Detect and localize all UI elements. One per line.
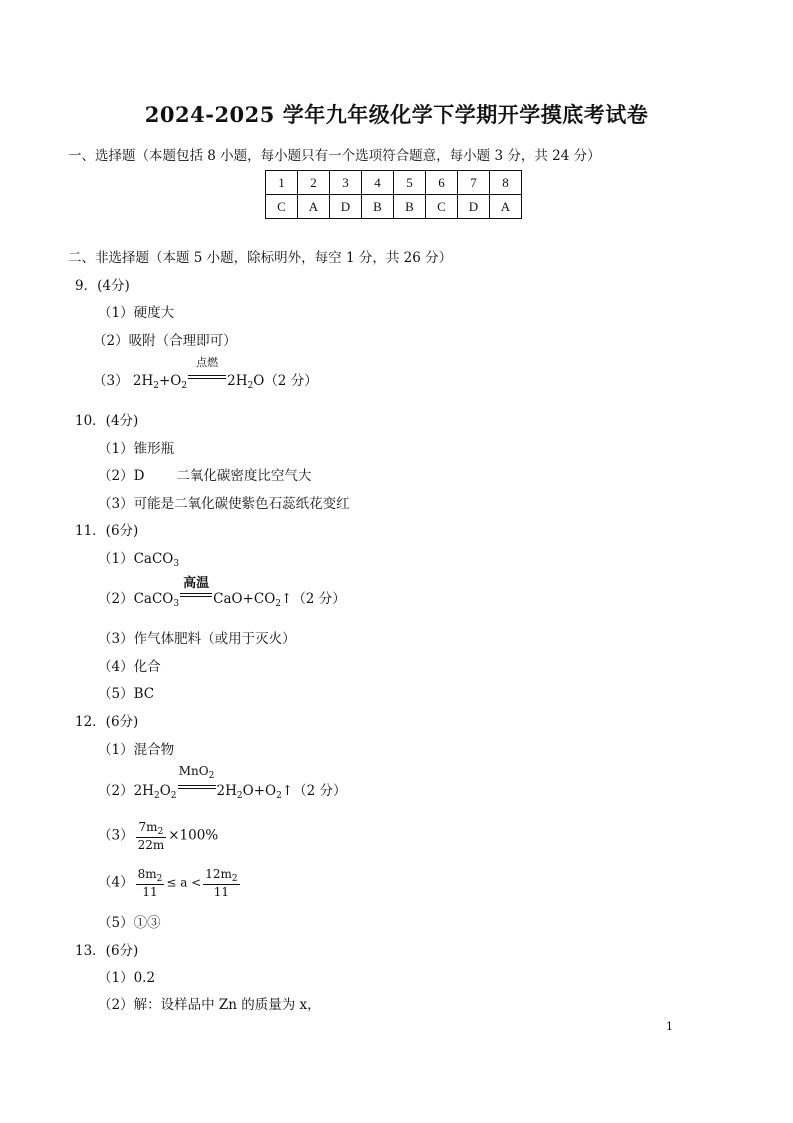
denominator: 11 [142, 885, 158, 899]
q12-part3-label: （3） [98, 827, 134, 844]
score-note: （2 分） [292, 591, 346, 607]
q11-part3: （3）作气体肥料（或用于灭火） [98, 631, 296, 647]
question-number-cell: 4 [362, 171, 394, 195]
equals-sign [180, 593, 212, 597]
condition-label: 高温 [183, 576, 210, 591]
question-number-cell: 2 [298, 171, 330, 195]
subscript: 2 [170, 791, 177, 801]
q13-heading: 13．(6分) [75, 943, 139, 959]
answer-cell: B [362, 195, 394, 219]
q13-part1: （1）0.2 [98, 970, 156, 986]
numerator [136, 867, 165, 885]
question-number-cell: 6 [426, 171, 458, 195]
q12-part1: （1）混合物 [98, 742, 175, 758]
score-note: （2 分） [264, 373, 318, 389]
q12-part4-label: （4） [98, 874, 134, 891]
answer-table [265, 170, 522, 219]
q9-part2: （2）吸附（合理即可） [93, 333, 237, 349]
subscript: 2 [157, 827, 164, 837]
q10-part2-answer: （2）D [98, 468, 145, 484]
equation-term: 2H [227, 373, 248, 389]
subscript: 3 [173, 559, 180, 569]
page-title: 2024-2025 学年九年级化学下学期开学摸底考试卷 [144, 102, 649, 127]
gas-arrow: ↑ [281, 591, 293, 607]
equation-term: O [253, 373, 265, 389]
section1-heading: 一、选择题（本题包括 8 小题，每小题只有一个选项符合题意，每小题 3 分，共 24 分） [68, 148, 601, 164]
question-number-cell: 1 [266, 171, 298, 195]
q12-part5: （5）①③ [98, 915, 161, 931]
q9-part3 [93, 356, 318, 391]
condition-label: 点燃 [196, 356, 219, 369]
q13-part2: （2）解：设样品中 Zn 的质量为 x， [98, 997, 321, 1013]
equation-term: 2H [133, 783, 154, 799]
answer-table-number-row [266, 171, 522, 195]
fraction [136, 820, 167, 852]
fraction [136, 867, 165, 899]
q11-part4: （4）化合 [98, 659, 161, 675]
subscript: 2 [208, 771, 215, 781]
answer-cell: C [426, 195, 458, 219]
section2-heading: 二、非选择题（本题 5 小题，除标明外，每空 1 分，共 26 分） [68, 250, 453, 266]
q12-part3 [98, 820, 218, 852]
gas-arrow: ↑ [281, 783, 294, 799]
subscript: 2 [276, 791, 282, 801]
q10-part2 [98, 464, 311, 484]
q11-part5: （5）BC [98, 686, 155, 702]
equation-term: O+O [242, 783, 277, 799]
denominator: 22m [137, 838, 165, 852]
q12-part2 [98, 764, 347, 801]
denominator: 11 [213, 885, 230, 899]
formula: （1）CaCO [98, 551, 174, 567]
subscript: 3 [173, 599, 180, 609]
subscript: 2 [153, 381, 159, 391]
q10-heading: 10．(4分) [75, 413, 139, 429]
numerator-text: 8m [137, 867, 157, 881]
subscript: 2 [181, 381, 188, 391]
subscript: 2 [231, 874, 238, 884]
q9-part3-label: （3） [93, 373, 129, 389]
q11-part2 [98, 576, 346, 609]
q10-part2-reason: 二氧化碳密度比空气大 [176, 468, 312, 484]
equation-term: 2H [216, 783, 237, 799]
equation-term: （2）CaCO [98, 591, 174, 607]
percent-term: ×100% [168, 827, 219, 844]
answer-cell: A [490, 195, 522, 219]
equals-sign [178, 785, 216, 789]
answer-cell: C [266, 195, 298, 219]
answer-cell: A [298, 195, 330, 219]
equation-term: CaO+CO [213, 591, 276, 607]
numerator [203, 867, 239, 885]
equation-term: +O [159, 373, 182, 389]
numerator-text: 12m [205, 867, 232, 881]
q12-part4 [98, 867, 242, 899]
reaction-condition [188, 356, 226, 385]
page-number: 1 [666, 1020, 673, 1033]
q12-part2-label: （2） [98, 783, 134, 799]
q11-heading: 11．(6分) [75, 523, 139, 539]
numerator-text: 7m [138, 820, 158, 834]
inequality: ≤ a < [166, 875, 202, 890]
answer-cell: B [394, 195, 426, 219]
subscript: 2 [247, 381, 254, 391]
question-number-cell: 8 [490, 171, 522, 195]
subscript: 2 [236, 791, 243, 801]
subscript: 2 [153, 791, 160, 801]
condition-label [178, 764, 216, 781]
question-number-cell: 7 [458, 171, 490, 195]
reaction-condition [178, 764, 216, 795]
answer-table-answer-row [266, 195, 522, 219]
answer-cell: D [458, 195, 490, 219]
q10-part1: （1）锥形瓶 [98, 441, 175, 457]
subscript: 2 [275, 599, 281, 609]
equation-term: O [159, 783, 171, 799]
q12-heading: 12．(6分) [75, 714, 139, 730]
subscript: 2 [156, 874, 163, 884]
score-note: （2 分） [293, 783, 347, 799]
catalyst: MnO [178, 764, 209, 778]
q10-part3: （3）可能是二氧化碳使紫色石蕊纸花变红 [98, 496, 350, 512]
equation-term: 2H [132, 373, 154, 389]
equals-sign [188, 375, 226, 379]
answer-cell: D [330, 195, 362, 219]
q9-heading: 9．(4分) [75, 278, 130, 294]
numerator [136, 820, 167, 838]
q9-part1: （1）硬度大 [98, 305, 175, 321]
q11-part1 [98, 547, 179, 569]
fraction [203, 867, 239, 899]
reaction-condition [180, 576, 212, 603]
question-number-cell: 5 [394, 171, 426, 195]
question-number-cell: 3 [330, 171, 362, 195]
